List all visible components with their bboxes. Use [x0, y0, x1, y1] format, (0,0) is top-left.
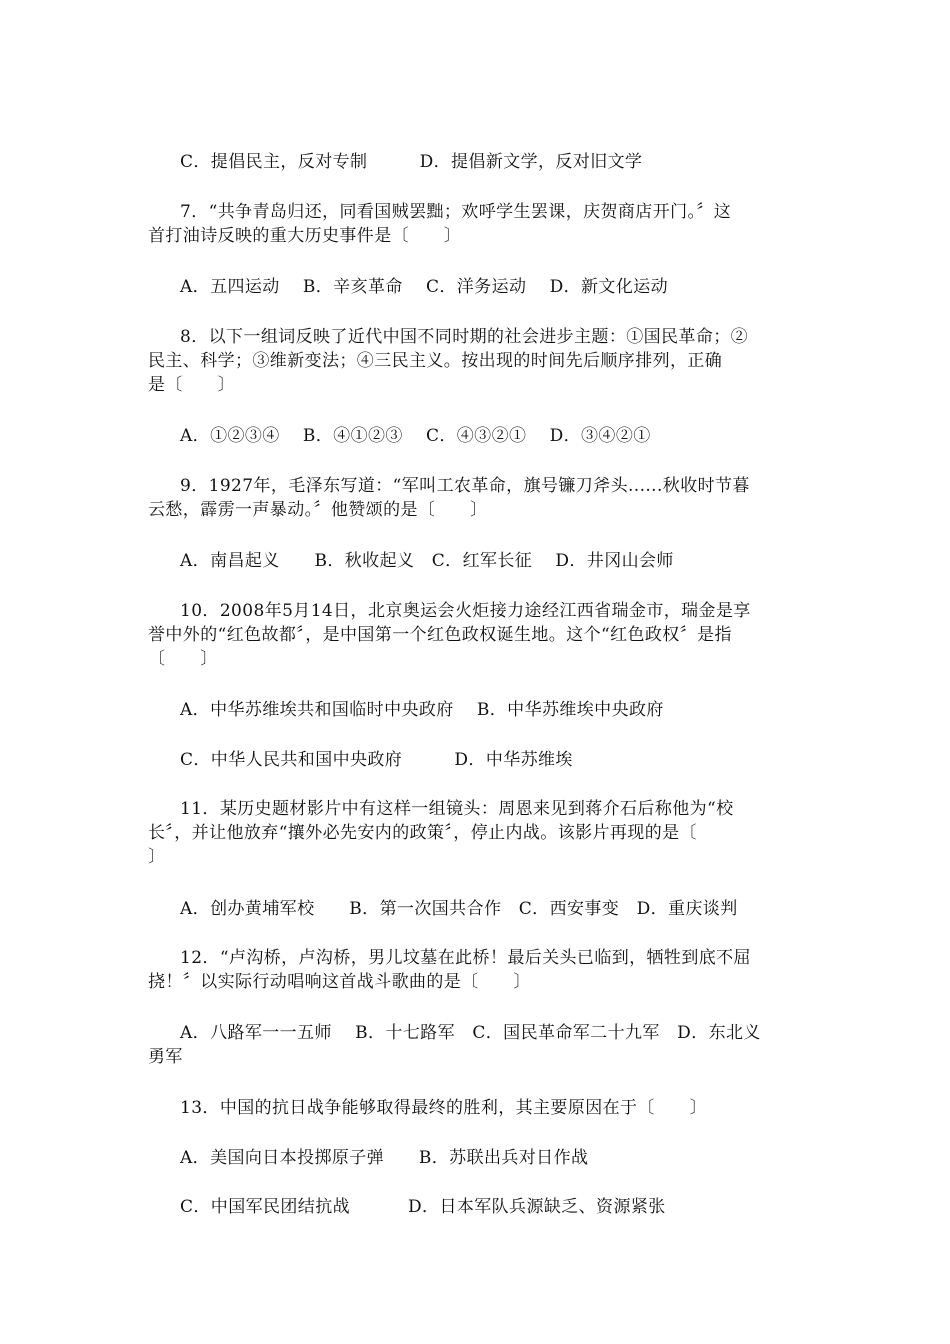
q11-options: A．创办黄埔军校 B．第一次国共合作 C．西安事变 D．重庆谈判: [180, 899, 738, 919]
q10-stem-line2: 誉中外的“红色故都〞，是中国第一个红色政权诞生地。这个“红色政权〞是指: [148, 625, 732, 645]
q8-stem-line3: 是〔 〕: [148, 375, 235, 395]
q8-stem-line2: 民主、科学；③维新变法；④三民主义。按出现的时间先后顺序排列，正确: [148, 351, 723, 371]
q7-stem-line1: 7．“共争青岛归还，同看国贼罢黜；欢呼学生罢课，庆贺商店开门。〞这: [180, 202, 732, 222]
q8-options: A．①②③④ B．④①②③ C．④③②① D．③④②①: [180, 426, 651, 446]
q12-options-line1: A．八路军一一五师 B．十七路军 C．国民革命军二十九军 D．东北义: [180, 1023, 761, 1043]
q6-options-cd: C．提倡民主，反对专制 D．提倡新文学，反对旧文学: [180, 152, 643, 172]
q10-options-cd: C．中华人民共和国中央政府 D．中华苏维埃: [180, 750, 573, 770]
q9-stem-line1: 9．1927年，毛泽东写道：“军叫工农革命，旗号镰刀斧头......秋收时节暮: [180, 476, 750, 496]
q10-options-ab: A．中华苏维埃共和国临时中央政府 B．中华苏维埃中央政府: [180, 700, 664, 720]
q9-options: A．南昌起义 B．秋收起义 C．红军长征 D．井冈山会师: [180, 551, 674, 571]
q13-options-ab: A．美国向日本投掷原子弹 B．苏联出兵对日作战: [180, 1148, 589, 1168]
q11-stem-line3: 〕: [148, 847, 166, 867]
q7-stem-line2: 首打油诗反映的重大历史事件是〔 〕: [148, 226, 462, 246]
q13-options-cd: C．中国军民团结抗战 D．日本军队兵源缺乏、资源紧张: [180, 1197, 666, 1217]
q8-stem-line1: 8．以下一组词反映了近代中国不同时期的社会进步主题：①国民革命；②: [180, 327, 749, 347]
q7-options: A．五四运动 B．辛亥革命 C．洋务运动 D．新文化运动: [180, 277, 669, 297]
q10-stem-line1: 10．2008年5月14日，北京奥运会火炬接力途经江西省瑞金市，瑞金是享: [180, 601, 751, 621]
q11-stem-line2: 长〞，并让他放弃“攘外必先安内的政策〞，停止内战。该影片再现的是〔: [148, 823, 697, 843]
q11-stem-line1: 11．某历史题材影片中有这样一组镜头：周恩来见到蒋介石后称他为“校: [180, 799, 734, 819]
q10-stem-line3: 〔 〕: [148, 649, 218, 669]
q9-stem-line2: 云愁，霹雳一声暴动。〞他赞颂的是〔 〕: [148, 500, 488, 520]
q12-options-line2: 勇军: [148, 1047, 183, 1067]
q12-stem-line2: 挠！〞以实际行动唱响这首战斗歌曲的是〔 〕: [148, 972, 531, 992]
q13-stem-line1: 13．中国的抗日战争能够取得最终的胜利，其主要原因在于〔 〕: [180, 1098, 708, 1118]
q12-stem-line1: 12．“卢沟桥，卢沟桥，男儿坟墓在此桥！最后关头已临到，牺牲到底不屈: [180, 948, 751, 968]
